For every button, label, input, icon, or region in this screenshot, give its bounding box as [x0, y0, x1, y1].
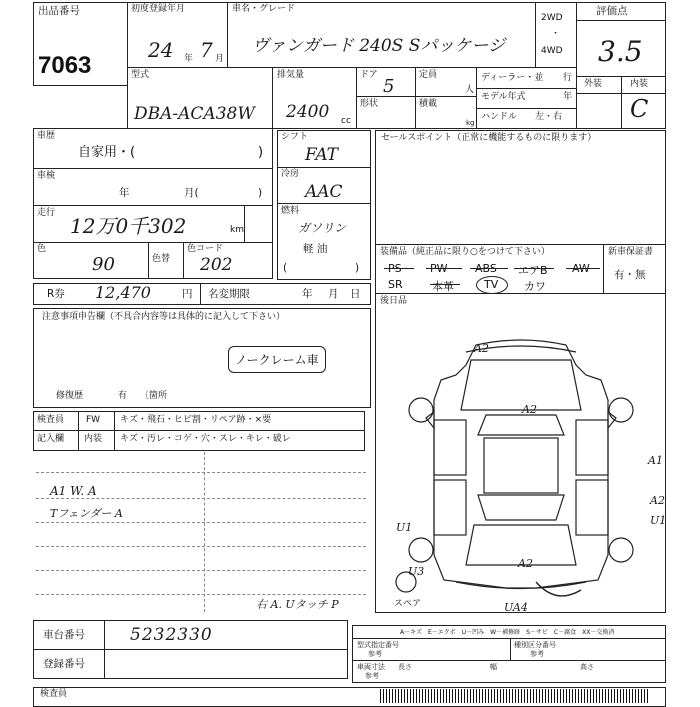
shaken-label: 車検 — [37, 171, 56, 181]
car-name-value: ヴァンガード 240S Sパッケージ — [252, 36, 506, 56]
color-code-label: 色コード — [187, 244, 224, 254]
handle-value: 左・右 — [535, 112, 563, 122]
equip-aw: AW — [572, 262, 590, 275]
rating-exterior-label: 外装 — [584, 79, 603, 89]
note-line-2: Tフェンダー A — [50, 507, 123, 520]
capacity-unit: 人 — [465, 85, 475, 95]
first-reg-month: 7 — [200, 38, 213, 62]
fuel-close: ) — [355, 262, 360, 274]
equip-ps: PS — [388, 262, 402, 275]
mark-right-1: A1 — [648, 454, 663, 467]
equipment-label: 装備品（純正品に限り○をつけて下さい） — [380, 247, 550, 257]
model-label: 型式 — [131, 70, 150, 80]
mark-rear: UA4 — [504, 601, 528, 614]
notes-label: 注意事項申告欄（不具合内容等は具体的に記入して下さい） — [42, 312, 286, 322]
repair-value: 有 — [118, 391, 128, 401]
shaken-box — [33, 168, 273, 206]
displacement-label: 排気量 — [277, 70, 305, 80]
recycle-unit: 円 — [182, 288, 193, 300]
note-line-1: A1 W. A — [50, 484, 97, 498]
chassis-label: 車台番号 — [43, 629, 85, 641]
fuel-option: 軽 油 — [303, 243, 328, 255]
doors-value: 5 — [383, 76, 395, 97]
shift-value: FAT — [305, 145, 339, 165]
drive-dot: ・ — [551, 29, 561, 39]
mileage-unit: km — [230, 225, 244, 235]
equip-tv: TV — [484, 278, 499, 291]
warranty-value: 有・無 — [614, 269, 646, 281]
rating-label: 評価点 — [596, 5, 628, 17]
legend-width: 幅 — [490, 663, 497, 671]
first-reg-label: 初度登録年月 — [131, 4, 186, 14]
legend-vehicle-ref: 参考 — [365, 672, 379, 680]
first-reg-month-unit: 月 — [215, 54, 225, 64]
repair-place: 〔箇所 — [140, 391, 168, 401]
name-change-year: 年 — [302, 288, 313, 300]
car-name-label: 車名・グレード — [232, 4, 296, 14]
chassis-value: 5232330 — [130, 625, 213, 645]
first-reg-year-unit: 年 — [184, 54, 194, 64]
legend-codes: A－キズ E－エクボ U－凹み W－補修跡 S－サビ C－腐食 XX－交換済 — [400, 629, 615, 636]
displacement-unit: cc — [341, 116, 351, 126]
equip-abs: ABS — [475, 262, 497, 275]
history-label: 車歴 — [37, 131, 56, 141]
shape-label: 形状 — [360, 99, 379, 109]
load-unit: kg — [466, 119, 475, 127]
note-line-3: 右 A. Uタッチ P — [256, 598, 339, 611]
sales-point-label: セールスポイント（正常に機能するものに限ります） — [381, 133, 597, 143]
dealer-tail: 行 — [563, 73, 573, 83]
fuel-open: ( — [283, 262, 288, 274]
rating-score: 3.5 — [598, 35, 643, 68]
name-change-month: 月 — [328, 288, 339, 300]
equip-sr: SR — [388, 278, 403, 291]
legend-vehicle: 車両寸法 — [357, 663, 385, 671]
model-value: DBA-ACA38W — [134, 104, 255, 124]
shift-label: シフト — [281, 132, 309, 142]
inspector-fw: FW — [86, 415, 101, 425]
mark-bottom-left: U3 — [408, 565, 425, 578]
drive-2wd: 2WD — [541, 13, 563, 23]
capacity-label: 定員 — [419, 70, 438, 80]
repair-label: 修復歴 — [56, 391, 84, 401]
lot-number-label: 出品番号 — [38, 5, 80, 17]
inspector-fw-text: キズ・飛石・ヒビ割・リペア跡・×要 — [120, 415, 272, 425]
first-reg-year: 24 — [148, 38, 174, 62]
registration-label: 登録番号 — [43, 658, 85, 670]
history-value: 自家用・( — [78, 145, 136, 160]
mileage-value: 12万0千302 — [70, 214, 187, 238]
mark-front-lower: A2 — [518, 557, 533, 570]
spare-label: スペア — [394, 599, 422, 609]
color-repaint-label: 色替 — [152, 254, 171, 264]
dealer-label: ディーラー・並 — [481, 73, 544, 83]
inspector-interior-text: キズ・汚レ・コゲ・穴・スレ・キレ・破レ — [120, 434, 291, 444]
name-change-label: 名変期限 — [208, 288, 250, 300]
recycle-value: 12,470 — [95, 283, 151, 302]
sales-point-box — [375, 130, 666, 245]
mark-left-1: U1 — [396, 521, 413, 534]
mark-right-2: A2 — [650, 494, 665, 507]
rear-items-label: 後日品 — [380, 296, 408, 306]
recycle-label: R券 — [47, 288, 65, 300]
equip-pw: PW — [430, 262, 448, 275]
inspector-label: 検査員 — [37, 415, 65, 425]
legend-designated-ref: 参考 — [368, 650, 382, 658]
mark-top: A2 — [474, 342, 489, 355]
history-box — [33, 128, 273, 169]
lot-number: 7063 — [38, 52, 92, 79]
barcode — [380, 689, 650, 703]
shaken-close: ) — [258, 187, 263, 199]
equip-airbag: エアB — [518, 264, 548, 277]
model-year-label: モデル年式 — [481, 92, 526, 102]
color-value: 90 — [92, 254, 115, 275]
rating-interior-label: 内装 — [630, 79, 649, 89]
color-label: 色 — [37, 244, 47, 254]
equip-kawa: カワ — [524, 280, 546, 293]
legend-category: 種別区分番号 — [514, 641, 556, 649]
name-change-day: 日 — [350, 288, 361, 300]
fuel-label: 燃料 — [281, 206, 300, 216]
footer-label: 検査員 — [40, 689, 68, 699]
equip-leather: 本革 — [432, 280, 454, 293]
rating-interior-grade: C — [630, 95, 649, 123]
ac-label: 冷房 — [281, 169, 300, 179]
mileage-label: 走行 — [37, 208, 56, 218]
color-code-value: 202 — [200, 255, 233, 275]
load-label: 積載 — [419, 99, 438, 109]
legend-designated: 型式指定番号 — [357, 641, 399, 649]
fuel-value: ガソリン — [298, 221, 347, 235]
model-year-unit: 年 — [563, 92, 573, 102]
record-label: 記入欄 — [37, 434, 65, 444]
legend-category-ref: 参考 — [530, 650, 544, 658]
shaken-year-unit: 年 — [119, 187, 130, 199]
displacement-value: 2400 — [286, 102, 330, 122]
warranty-label: 新車保証書 — [608, 247, 654, 257]
legend-height: 高さ — [580, 663, 594, 671]
history-close: ) — [258, 145, 264, 160]
shaken-month-unit: 月( — [184, 187, 199, 199]
drive-4wd: 4WD — [541, 46, 563, 56]
legend-length: 長さ — [398, 663, 412, 671]
ac-value: AAC — [305, 182, 343, 202]
inspector-interior: 内装 — [84, 434, 103, 444]
doors-label: ドア — [360, 70, 378, 80]
no-claim-badge: ノークレーム車 — [228, 346, 326, 373]
handle-label: ハンドル — [481, 112, 518, 122]
mark-right-3: U1 — [650, 514, 667, 527]
mark-roof: A2 — [522, 403, 537, 416]
